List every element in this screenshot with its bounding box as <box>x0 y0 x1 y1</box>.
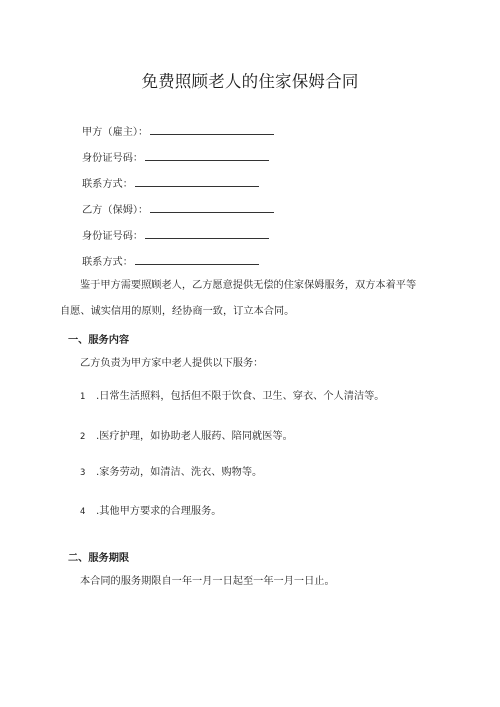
party-b-id-blank[interactable] <box>145 228 269 239</box>
section-2-heading: 二、服务期限 <box>68 553 130 564</box>
service-item-text: .家务劳动，如清洁、洗衣、购物等。 <box>96 467 263 478</box>
party-b-blank[interactable] <box>150 202 274 213</box>
party-a-id-blank[interactable] <box>145 150 269 161</box>
party-a-id-label: 身份证号码： <box>82 153 144 164</box>
party-a-id-row <box>82 150 269 166</box>
service-item-text: .医疗护理，如协助老人服药、陪同就医等。 <box>96 431 293 442</box>
service-item-number: 2 <box>80 432 86 442</box>
service-item-number: 1 <box>80 392 86 402</box>
service-item <box>80 502 222 517</box>
party-b-contact-row <box>82 254 259 270</box>
party-b-id-label: 身份证号码： <box>82 231 144 242</box>
intro-line-2: 自愿、诚实信用的原则，经协商一致，订立本合同。 <box>60 306 295 317</box>
section-2-text: 本合同的服务期限自一年一月一日起至一年一月一日止。 <box>80 576 335 587</box>
party-b-row <box>82 202 274 218</box>
service-item <box>80 427 293 442</box>
service-item-number: 4 <box>80 507 86 517</box>
party-a-blank[interactable] <box>150 124 274 135</box>
service-item <box>80 463 262 478</box>
service-item-text: .日常生活照料，包括但不限于饮食、卫生、穿衣、个人清洁等。 <box>96 391 385 402</box>
party-b-label: 乙方（保姆）： <box>82 205 149 216</box>
party-a-contact-label: 联系方式： <box>82 179 133 190</box>
document-title: 免费照顾老人的住家保姆合同 <box>141 72 359 91</box>
service-item-number: 3 <box>80 468 86 478</box>
party-b-contact-blank[interactable] <box>135 254 259 265</box>
party-a-contact-row <box>82 176 259 192</box>
party-a-contact-blank[interactable] <box>135 176 259 187</box>
service-item-text: .其他甲方要求的合理服务。 <box>96 506 222 517</box>
party-b-id-row <box>82 228 269 244</box>
service-item <box>80 387 385 402</box>
party-a-row <box>82 124 274 140</box>
section-1-lead: 乙方负责为甲方家中老人提供以下服务： <box>80 358 264 369</box>
intro-line-1: 鉴于甲方需要照顾老人，乙方愿意提供无偿的住家保姆服务，双方本着平等 <box>80 280 417 291</box>
section-1-heading: 一、服务内容 <box>68 335 130 346</box>
party-a-label: 甲方（雇主）： <box>82 127 149 138</box>
party-b-contact-label: 联系方式： <box>82 257 133 268</box>
